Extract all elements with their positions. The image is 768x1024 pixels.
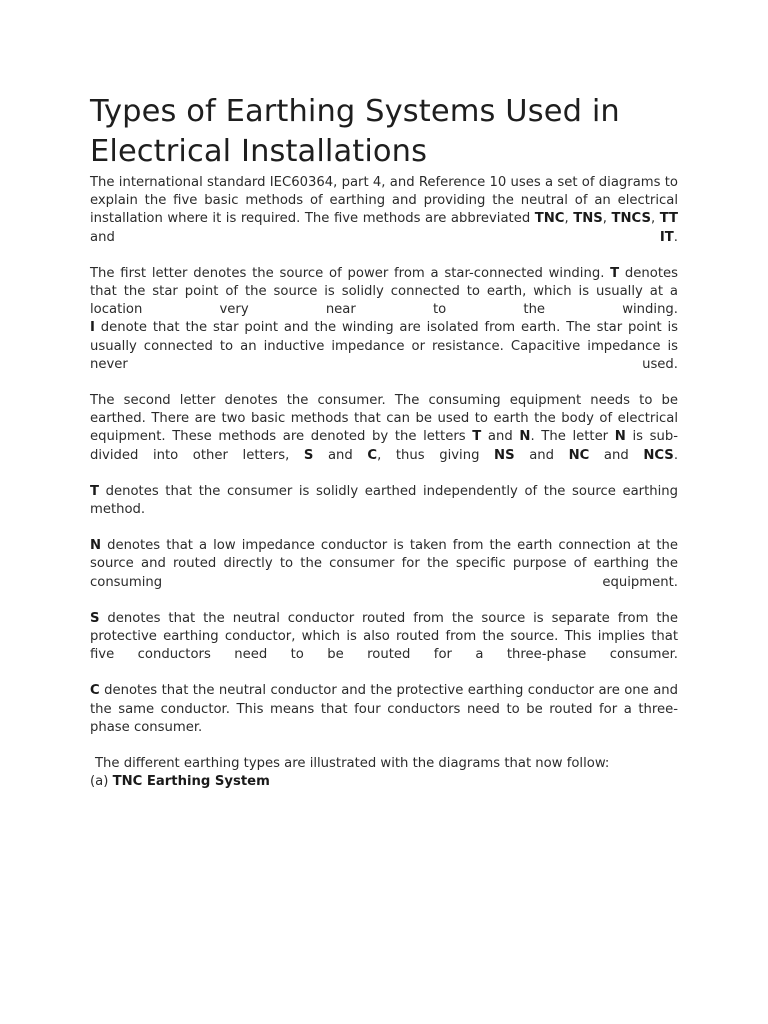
abbr-tns: TNS	[573, 211, 603, 227]
abbr-it: IT	[659, 229, 674, 245]
letter-s-2: S	[90, 610, 100, 626]
t-text: denotes that the consumer is solidly earthed independently of the source earthing method.	[90, 483, 678, 518]
letter-c: C	[367, 447, 378, 463]
second-and-4: and	[589, 447, 644, 463]
diagrams-intro: The different earthing types are illustrated with the diagrams that now follow:	[95, 756, 610, 772]
letter-n-3: N	[90, 538, 102, 554]
abbr-ncs: NCS	[643, 447, 674, 463]
page-title: Types of Earthing Systems Used in Electrical Installations	[90, 94, 620, 169]
c-text: denotes that the neutral conductor and the protective earthing conductor are one and the same conductor. This means that four conductors need to be routed for a three-phase consumer.	[90, 683, 678, 735]
document-page	[90, 92, 678, 791]
figure-caption	[90, 773, 678, 791]
second-and-1: and	[481, 429, 520, 445]
abbr-tncs: TNCS	[611, 211, 651, 227]
letter-t: T	[610, 265, 620, 281]
intro-and: and	[90, 229, 660, 245]
intro-end: .	[673, 229, 678, 245]
second-end: .	[673, 447, 679, 463]
abbr-ns: NS	[494, 447, 515, 463]
paragraph-n	[90, 537, 678, 592]
second-mid-2: is sub-divided into other letters,	[90, 429, 678, 463]
second-and-2: and	[313, 447, 368, 463]
paragraph-intro: The international standard IEC60364, part 4, and Reference 10 uses a set of diagrams to explain the five basic methods of earthing and providing the neutral of an electrical installation where it is required. The five methods are abbreviated TNC, TNS, TNCS, TT and IT.	[90, 175, 679, 245]
letter-i: I	[90, 320, 95, 336]
first-letter-text-b: denotes that the star point of the source is solidly connected to earth, which is usually at a location very near to the winding.	[90, 265, 678, 318]
abbr-tt: TT	[659, 211, 679, 227]
paragraph-isolated	[90, 319, 678, 374]
second-letter-text: The second letter denotes the consumer. The consuming equipment needs to be earthed. There are two basic methods that can be used to earth the body of electrical equipment. These methods are denoted by the letters	[90, 393, 678, 445]
caption-title: TNC Earthing System	[112, 774, 270, 790]
letter-n: N	[519, 429, 531, 445]
paragraph-c	[90, 682, 678, 737]
caption-prefix: (a)	[90, 774, 113, 790]
second-mid-3: , thus giving	[377, 447, 495, 463]
letter-s: S	[303, 447, 314, 463]
paragraph-first-letter	[90, 265, 678, 320]
intro-text: The international standard IEC60364, part 4, and Reference 10 uses a set of diagrams to explain the five basic methods of earthing and providing the neutral of an electrical installation where it is required. The five methods are abbreviated	[90, 175, 678, 227]
letter-n-2: N	[614, 429, 626, 445]
second-mid: . The letter	[530, 429, 615, 445]
abbr-nc: NC	[568, 447, 590, 463]
letter-t-3: T	[90, 483, 99, 499]
letter-c-2: C	[90, 683, 100, 699]
second-and-3: and	[514, 447, 569, 463]
s-text: denotes that the neutral conductor routed from the source is separate from the protective earthing conductor, which is also routed from the source. This implies that five conductors need to be routed for a three-phase consumer.	[90, 610, 678, 663]
letter-t-2: T	[472, 429, 482, 445]
first-letter-text: The first letter denotes the source of power from a star-connected winding.	[90, 265, 611, 281]
paragraph-t	[90, 483, 678, 519]
abbr-tnc: TNC	[534, 211, 565, 227]
paragraph-second-letter	[90, 392, 678, 465]
paragraph-s	[90, 610, 678, 665]
isolated-text: denote that the star point and the winding are isolated from earth. The star point is usually connected to an inductive impedance or resistance. Capacitive impedance is never used.	[90, 320, 678, 372]
n-text: denotes that a low impedance conductor is taken from the earth connection at the source and routed directly to the consumer for the specific purpose of earthing the consuming equipment.	[90, 538, 678, 590]
